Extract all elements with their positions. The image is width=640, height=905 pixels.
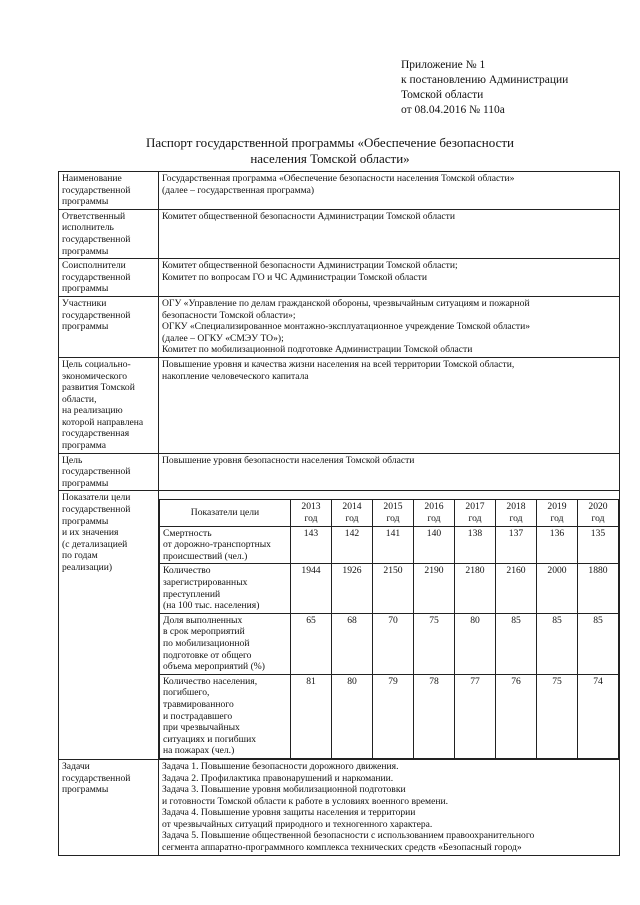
text-line: области,: [62, 393, 97, 405]
text-line: Наименование: [62, 173, 122, 184]
text-line: накопление человеческого капитала: [162, 370, 309, 382]
text-line: Задача 2. Профилактика правонарушений и наркомании.: [162, 772, 394, 784]
text-line: Комитет по вопросам ГО и ЧС Администрации Томской области: [162, 271, 428, 283]
row-executor: [59, 209, 620, 258]
title-line: Паспорт государственной программы «Обеспечение безопасности: [146, 135, 514, 150]
row-value: [159, 209, 620, 258]
indicator-value: 138: [455, 526, 496, 564]
indicator-value: 75: [537, 674, 578, 758]
indicator-value: 2190: [414, 564, 455, 613]
text-line: государственной: [62, 233, 131, 245]
text-line: происшествий (чел.): [163, 550, 248, 562]
year-label: 2020: [588, 501, 608, 513]
row-label: [59, 209, 159, 258]
indicators-table: [159, 499, 619, 758]
text-line: Государственная программа «Обеспечение безопасности населения Томской области»: [162, 173, 515, 184]
year-header: [496, 500, 537, 526]
indicator-value: 85: [496, 613, 537, 674]
text-line: по мобилизационной: [163, 637, 250, 649]
text-line: при чрезвычайных: [163, 722, 240, 734]
appendix-block: [401, 58, 568, 118]
indicator-value: 79: [373, 674, 414, 758]
text-line: подготовке от общего: [163, 649, 252, 661]
year-label: 2015: [383, 501, 403, 513]
row-coexecutors: [59, 259, 620, 297]
indicator-row: [160, 674, 619, 758]
year-label: 2017: [465, 501, 485, 513]
row-indicators: [59, 491, 620, 759]
text-line: реализации): [62, 562, 113, 573]
indicator-value: 80: [332, 674, 373, 758]
text-line: государственной: [62, 271, 131, 283]
indicator-value: 2150: [373, 564, 414, 613]
text-line: (на 100 тыс. населения): [163, 600, 260, 612]
indicator-row: [160, 526, 619, 564]
text-line: сегмента аппаратно-программного комплекса технических средств «Безопасный город»: [162, 842, 522, 854]
row-label: [59, 453, 159, 491]
row-label: [59, 172, 159, 210]
text-line: Показатели цели: [62, 492, 131, 504]
text-line: Количество: [163, 565, 211, 577]
text-line: программы: [62, 477, 109, 489]
indicator-value: 74: [578, 674, 619, 758]
indicator-header: Показатели цели: [160, 500, 291, 526]
text-line: Участники: [62, 297, 107, 309]
row-label: [59, 259, 159, 297]
text-line: программы: [62, 784, 109, 796]
indicator-value: 136: [537, 526, 578, 564]
text-line: (далее – ОГКУ «СМЭУ ТО»);: [162, 332, 284, 344]
text-line: государственной: [62, 309, 131, 321]
text-line: от чрезвычайных ситуаций природного и техногенного характера.: [162, 818, 433, 830]
indicator-value: 140: [414, 526, 455, 564]
text-line: государственной: [62, 184, 131, 196]
title-line: населения Томской области»: [250, 151, 410, 166]
text-line: Повышение уровня и качества жизни населения на всей территории Томской области,: [162, 358, 515, 370]
indicator-value: 85: [537, 613, 578, 674]
indicator-value: 70: [373, 613, 414, 674]
text-line: Задача 3. Повышение уровня мобилизационной подготовки: [162, 784, 406, 796]
appendix-line: Приложение № 1: [401, 59, 486, 71]
text-line: Цель социально-: [62, 358, 131, 370]
text-line: государственная: [62, 428, 130, 440]
indicator-name: [160, 564, 291, 613]
row-tasks: [59, 759, 620, 855]
indicator-name: [160, 674, 291, 758]
indicator-row: [160, 564, 619, 613]
text-line: Комитет по мобилизационной подготовке Администрации Томской области: [162, 344, 473, 356]
indicator-value: 1926: [332, 564, 373, 613]
text-line: экономического: [62, 370, 128, 382]
indicator-value: 1944: [291, 564, 332, 613]
text-line: Комитет общественной безопасности Администрации Томской области;: [162, 260, 458, 272]
indicator-value: 80: [455, 613, 496, 674]
text-line: программы: [62, 196, 109, 208]
year-unit: год: [427, 513, 441, 525]
text-line: которой направлена: [62, 416, 144, 428]
indicator-value: 75: [414, 613, 455, 674]
text-line: на пожарах (чел.): [163, 745, 235, 757]
row-label: [59, 491, 159, 759]
year-unit: год: [468, 513, 482, 525]
indicator-value: 2000: [537, 564, 578, 613]
indicator-value: 143: [291, 526, 332, 564]
year-unit: год: [509, 513, 523, 525]
indicator-value: 137: [496, 526, 537, 564]
indicator-row: [160, 613, 619, 674]
text-line: объема мероприятий (%): [163, 661, 265, 673]
text-line: Задачи: [62, 760, 90, 772]
row-value: [159, 453, 620, 491]
text-line: по годам: [62, 550, 98, 562]
row-label: [59, 296, 159, 357]
text-line: программы: [62, 515, 109, 527]
text-line: Задача 1. Повышение безопасности дорожного движения.: [162, 760, 399, 772]
indicator-name: [160, 526, 291, 564]
text-line: и их значения: [62, 527, 119, 539]
text-line: Смертность: [163, 527, 212, 539]
indicator-value: 1880: [578, 564, 619, 613]
year-label: 2014: [342, 501, 362, 513]
text-line: ОГКУ «Специализированное монтажно-эксплуатационное учреждение Томской области»: [162, 321, 531, 333]
year-unit: год: [550, 513, 564, 525]
indicator-value: 65: [291, 613, 332, 674]
indicator-value: 85: [578, 613, 619, 674]
appendix-line: Томской области: [401, 89, 484, 101]
row-value: [159, 172, 620, 210]
text-line: и готовности Томской области к работе в условиях военного времени.: [162, 795, 449, 807]
year-unit: год: [304, 513, 318, 525]
text-line: Задача 5. Повышение общественной безопасности с использованием правоохранительного: [162, 830, 535, 842]
row-value: [159, 259, 620, 297]
year-header: [332, 500, 373, 526]
year-unit: год: [386, 513, 400, 525]
row-participants: [59, 296, 620, 357]
text-line: программа: [62, 440, 107, 452]
row-label: [59, 759, 159, 855]
text-line: Ответственный: [62, 210, 126, 222]
year-label: 2019: [547, 501, 567, 513]
indicator-value: 78: [414, 674, 455, 758]
text-line: государственной: [62, 504, 131, 516]
year-header: [414, 500, 455, 526]
indicator-value: 2180: [455, 564, 496, 613]
row-goal: [59, 453, 620, 491]
indicator-value: 81: [291, 674, 332, 758]
text-line: (с детализацией: [62, 538, 128, 550]
text-line: Задача 4. Повышение уровня защиты населения и территории: [162, 807, 416, 819]
text-line: безопасности Томской области»;: [162, 309, 296, 321]
indicators-header-row: [160, 500, 619, 526]
year-header: [578, 500, 619, 526]
row-value: [159, 357, 620, 453]
text-line: государственной: [62, 772, 131, 784]
row-label: [59, 357, 159, 453]
text-line: зарегистрированных: [163, 577, 248, 588]
year-header: [455, 500, 496, 526]
row-value: [159, 759, 620, 855]
text-line: погибшего,: [163, 687, 210, 699]
passport-table: [58, 171, 620, 856]
text-line: Количество населения,: [163, 675, 258, 687]
indicators-cell: [159, 491, 620, 759]
text-line: ОГУ «Управление по делам гражданской обороны, чрезвычайным ситуациям и пожарной: [162, 297, 530, 309]
year-label: 2018: [506, 501, 526, 513]
indicator-value: 68: [332, 613, 373, 674]
text-line: Соисполнители: [62, 260, 126, 272]
text-line: Повышение уровня безопасности населения Томской области: [162, 454, 415, 466]
document-title: [60, 135, 600, 167]
text-line: травмированного: [163, 698, 234, 710]
year-header: [291, 500, 332, 526]
text-line: от дорожно-транспортных: [163, 539, 271, 551]
text-line: Доля выполненных: [163, 614, 243, 626]
indicator-value: 77: [455, 674, 496, 758]
text-line: развития Томской: [62, 382, 135, 394]
appendix-line: от 08.04.2016 № 110а: [401, 104, 505, 116]
text-line: программы: [62, 283, 109, 295]
indicator-value: 142: [332, 526, 373, 564]
text-line: программы: [62, 245, 109, 257]
text-line: исполнитель: [62, 222, 114, 234]
indicator-value: 76: [496, 674, 537, 758]
year-label: 2013: [301, 501, 321, 513]
year-label: 2016: [424, 501, 444, 513]
text-line: на реализацию: [62, 405, 123, 417]
row-value: [159, 296, 620, 357]
text-line: Цель: [62, 454, 83, 466]
year-header: [373, 500, 414, 526]
text-line: и пострадавшего: [163, 710, 233, 722]
appendix-line: к постановлению Администрации: [401, 74, 569, 86]
indicator-value: 141: [373, 526, 414, 564]
year-unit: год: [591, 513, 605, 525]
text-line: (далее – государственная программа): [162, 184, 315, 196]
text-line: ситуациях и погибших: [163, 733, 256, 745]
text-line: преступлений: [163, 588, 221, 600]
text-line: в срок мероприятий: [163, 626, 245, 638]
row-name: [59, 172, 620, 210]
row-goal-social: [59, 357, 620, 453]
text-line: программы: [62, 321, 109, 333]
text-line: Комитет общественной безопасности Администрации Томской области: [162, 210, 455, 222]
indicator-name: [160, 613, 291, 674]
year-header: [537, 500, 578, 526]
year-unit: год: [345, 513, 359, 525]
indicator-value: 2160: [496, 564, 537, 613]
text-line: государственной: [62, 466, 131, 478]
indicator-value: 135: [578, 526, 619, 564]
